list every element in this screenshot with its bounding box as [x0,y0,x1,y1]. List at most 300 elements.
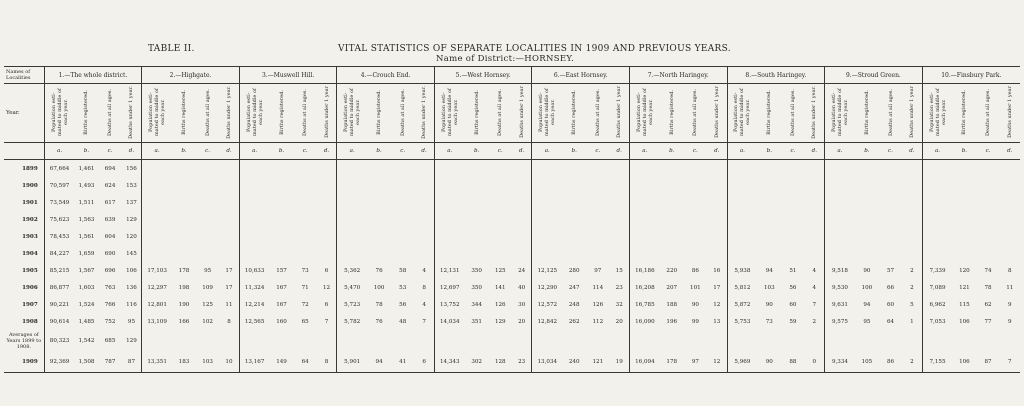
table-cell [239,160,269,178]
year-cell: 1900 [22,182,38,189]
table-cell [337,177,367,194]
column-letter: a. [142,143,172,160]
table-cell: 5,782 [337,313,367,330]
table-cell: 73,549 [44,194,74,211]
table-cell: 88 [781,352,804,373]
table-cell: 48 [399,318,407,325]
column-letter: d. [707,143,727,160]
table-cell [269,211,293,228]
table-cell [512,330,532,352]
table-cell [757,194,781,211]
table-cell: 13,109 [142,313,172,330]
table-cell [1000,245,1020,262]
table-cell: 1,524 [78,301,95,308]
column-letter: d. [609,143,629,160]
column-header [976,84,999,143]
table-cell: 90,221 [44,296,74,313]
table-cell: 20 [518,318,526,325]
table-cell: 129 [494,318,506,325]
district-header: 3.—Muswell Hill. [239,67,337,84]
column-letter: d. [902,143,922,160]
table-cell: 101 [690,284,701,291]
column-header-label: Deaths at all ages. [204,88,211,136]
table-cell [922,160,952,178]
column-letter: d. [122,143,142,160]
table-cell: 51 [789,267,797,274]
table-cell [952,177,976,194]
table-cell [414,177,434,194]
column-header-label: Births registered. [278,89,285,135]
table-cell [727,194,757,211]
table-cell [855,245,879,262]
table-cell [219,330,239,352]
table-cell [804,211,824,228]
column-letter: a. [239,143,269,160]
table-cell [952,194,976,211]
table-cell: 12,214 [239,296,269,313]
table-cell: 17 [225,267,233,274]
table-cell: 14,343 [434,352,464,373]
column-header-label: Deaths under 1 year [713,86,720,138]
table-cell: 763 [104,284,116,291]
table-cell: 90 [863,267,871,274]
table-cell: 78,453 [44,228,74,245]
table-cell [414,245,434,262]
table-cell [825,228,855,245]
column-header [757,84,781,143]
table-cell: 8 [422,284,426,291]
table-cell: 12,842 [532,313,562,330]
table-cell [434,160,464,178]
table-cell: 56 [789,284,797,291]
column-letter: b. [562,143,586,160]
table-cell [727,177,757,194]
column-header-label: Deaths under 1 year [616,86,623,138]
table-cell: 198 [178,284,190,291]
column-letter: a. [44,143,74,160]
table-cell: 16,090 [630,313,660,330]
column-header [707,84,727,143]
table-cell: 7,339 [922,262,952,279]
column-header-label: Births registered. [571,89,578,135]
table-cell [660,228,684,245]
table-cell: 19 [609,352,629,373]
table-cell [952,211,976,228]
column-letter: a. [922,143,952,160]
district-subtitle: Name of District:—HORNSEY. [436,54,575,64]
table-cell [317,245,337,262]
page-title: VITAL STATISTICS OF SEPARATE LOCALITIES IN 1909 AND PREVIOUS YEARS. [338,44,731,54]
table-cell: 92,369 [44,352,74,373]
table-cell: 350 [471,267,482,274]
table-cell [142,228,172,245]
table-cell: 73 [301,267,309,274]
table-cell: 90 [757,352,781,373]
table-cell: 106 [959,318,970,325]
table-cell: 157 [276,267,287,274]
column-letter: d. [1000,143,1020,160]
table-cell: 13,752 [434,296,464,313]
table-cell [562,194,586,211]
table-cell [337,228,367,245]
table-cell [367,245,391,262]
table-cell: 97 [594,267,602,274]
column-header-label: Births registered. [668,89,675,135]
table-cell [414,160,434,178]
table-cell: 66 [886,284,895,291]
vital-statistics-table [4,66,1020,373]
table-cell: 7,155 [922,352,952,373]
table-cell: 32 [615,301,623,308]
table-cell [879,228,902,245]
table-cell: 125 [202,301,213,308]
table-cell: 696 [104,267,116,274]
table-cell: 167 [276,301,287,308]
table-cell: 1,563 [78,216,95,223]
table-cell: 77 [984,318,992,325]
letter-spacer [4,143,44,160]
column-header-label: Population esti-mated to middle of each year. [245,88,264,136]
names-of-localities-label: Names of Localities [4,67,44,84]
column-header [294,84,317,143]
table-cell: 10,633 [239,262,269,279]
table-cell [317,177,337,194]
table-cell: 78 [984,284,992,291]
table-cell [465,211,489,228]
table-cell: 102 [202,318,213,325]
table-cell: 116 [126,301,137,308]
table-cell: 10 [219,352,239,373]
table-cell [489,245,512,262]
table-cell [825,177,855,194]
table-cell: 105 [855,352,879,373]
table-cell [142,211,172,228]
column-header-label: Deaths at all ages. [789,88,796,136]
table-cell: 8 [227,318,231,325]
table-cell: 12 [322,284,331,291]
table-cell: 76 [375,267,383,274]
table-cell: 1,561 [78,233,95,240]
table-cell [976,330,999,352]
table-cell [781,228,804,245]
table-cell [434,228,464,245]
table-cell [922,228,952,245]
table-cell [757,330,781,352]
table-cell: 13,167 [239,352,269,373]
table-cell: 156 [126,165,137,172]
table-cell [532,160,562,178]
table-cell [1000,330,1020,352]
table-cell [219,177,239,194]
table-cell: 4 [422,301,426,308]
table-cell: 344 [471,301,482,308]
table-cell: 53 [399,284,407,291]
table-cell [172,245,196,262]
table-cell [489,177,512,194]
district-header: 5.—West Hornsey. [434,67,532,84]
table-cell: 114 [592,284,604,291]
table-cell: 121 [959,284,970,291]
table-cell: 16 [713,267,721,274]
table-cell: 20 [615,318,623,325]
table-cell [465,228,489,245]
table-cell: 120 [126,233,137,240]
column-header-label: Births registered. [961,89,968,135]
table-cell: 9,575 [825,313,855,330]
table-cell [609,177,629,194]
table-cell [489,194,512,211]
column-letter: d. [414,143,434,160]
table-cell: 153 [126,182,137,189]
district-header: 7.—North Haringey. [630,67,728,84]
column-letter: c. [196,143,219,160]
year-cell: 1902 [22,216,38,223]
table-cell [804,245,824,262]
table-cell [239,177,269,194]
table-cell [532,330,562,352]
year-cell: 1909 [4,352,44,373]
table-cell [757,245,781,262]
year-cell: 1899 [22,165,38,172]
table-cell: 16,785 [630,296,660,313]
table-cell: 126 [592,301,604,308]
table-cell [781,211,804,228]
table-cell: 350 [471,284,482,291]
table-cell [660,160,684,178]
table-cell: 41 [391,352,414,373]
table-cell: 5,812 [727,279,757,296]
table-cell [825,194,855,211]
table-cell: 17,103 [142,262,172,279]
table-cell: 90 [765,301,773,308]
table-cell [465,160,489,178]
column-header [142,84,172,143]
table-cell [781,160,804,178]
table-cell [391,245,414,262]
table-cell: 99 [691,318,699,325]
table-cell [976,177,999,194]
table-cell: 685 [104,338,116,344]
table-cell [512,228,532,245]
table-cell [952,330,976,352]
table-cell: 74 [984,267,992,274]
table-cell [609,194,629,211]
table-cell [630,177,660,194]
table-cell: 9,530 [825,279,855,296]
column-header-label: Deaths under 1 year. [225,85,232,139]
table-cell: 280 [568,267,580,274]
table-cell [804,330,824,352]
column-header-label: Births registered. [181,89,187,135]
table-cell [660,330,684,352]
column-header [825,84,855,143]
table-cell [142,330,172,352]
column-header [122,84,142,143]
column-header-label: Population esti-mated to middle of each year. [538,88,557,136]
table-cell [337,245,367,262]
table-cell [172,228,196,245]
column-header [465,84,489,143]
table-cell [434,330,464,352]
table-cell: 23 [615,284,623,291]
table-cell: 7,053 [922,313,952,330]
district-header: 4.—Crouch End. [337,67,435,84]
table-cell [781,245,804,262]
table-cell: 16,186 [630,262,660,279]
table-cell: 302 [465,352,489,373]
table-cell [391,177,414,194]
table-cell [337,194,367,211]
table-cell: 94 [863,301,871,308]
table-cell [367,330,391,352]
table-cell: 4 [812,267,817,274]
table-cell: 64 [294,352,317,373]
table-cell: 12 [707,352,727,373]
table-cell [707,194,727,211]
column-header [512,84,532,143]
column-letter: c. [99,143,122,160]
column-header-label: Deaths at all ages. [887,88,894,136]
table-cell: 80,323 [44,330,74,352]
column-header-label: Population esti-mated to middle of each year. [148,88,167,136]
table-cell: 23 [512,352,532,373]
table-cell [414,330,434,352]
table-cell [512,211,532,228]
table-cell [317,194,337,211]
table-cell: 12,801 [142,296,172,313]
column-header-label: Births registered. [766,89,773,135]
column-header [489,84,512,143]
table-cell [727,160,757,178]
table-cell [269,330,293,352]
table-cell [562,245,586,262]
table-cell: 62 [984,301,992,308]
table-cell [586,177,609,194]
column-letter: d. [317,143,337,160]
table-cell: 5 [910,301,914,308]
table-cell [727,211,757,228]
column-letter: b. [465,143,489,160]
table-cell [196,228,219,245]
table-cell: 86 [691,267,699,274]
column-letter: a. [532,143,562,160]
table-cell [630,228,660,245]
column-letter: d. [804,143,824,160]
table-cell: 1,542 [78,338,95,344]
table-cell [586,211,609,228]
table-cell [317,211,337,228]
column-header [609,84,629,143]
table-cell [902,177,922,194]
table-cell [294,160,317,178]
table-cell [781,177,804,194]
column-header [269,84,293,143]
table-cell [727,245,757,262]
column-letter: a. [337,143,367,160]
table-cell [337,211,367,228]
table-cell: 160 [276,318,287,325]
table-cell [489,211,512,228]
column-header-label: Deaths under 1 year [908,86,915,138]
table-cell [562,160,586,178]
column-letter: c. [294,143,317,160]
table-cell: 100 [373,284,385,291]
table-cell [804,194,824,211]
table-cell [609,228,629,245]
table-cell: 84,227 [44,245,74,262]
table-cell [804,228,824,245]
table-cell: 1,508 [74,352,98,373]
table-cell [630,330,660,352]
column-letter: c. [684,143,707,160]
table-cell [879,330,902,352]
table-cell [879,177,902,194]
table-cell [1000,211,1020,228]
table-cell [219,228,239,245]
table-cell [219,211,239,228]
table-cell: 137 [126,199,137,206]
table-cell [1000,194,1020,211]
table-cell [391,211,414,228]
table-cell: 188 [666,301,678,308]
table-cell [757,211,781,228]
column-header [855,84,879,143]
table-cell [465,245,489,262]
table-cell: 40 [518,284,526,291]
year-cell: 1905 [22,267,38,274]
table-cell: 7 [324,318,329,325]
table-cell: 12,290 [532,279,562,296]
table-cell [414,228,434,245]
table-cell: 262 [568,318,580,325]
table-cell [684,160,707,178]
table-cell: 5,753 [727,313,757,330]
column-letter: c. [489,143,512,160]
table-cell: 14,034 [434,313,464,330]
table-cell: 11 [225,301,233,308]
table-cell [630,245,660,262]
column-letter: c. [879,143,902,160]
table-cell [586,330,609,352]
table-cell [562,330,586,352]
table-cell: 639 [104,216,116,223]
table-cell [707,177,727,194]
table-cell [239,330,269,352]
table-cell [196,330,219,352]
table-cell [142,194,172,211]
column-letter: b. [172,143,196,160]
table-cell [609,211,629,228]
table-cell: 106 [952,352,976,373]
table-cell: 149 [269,352,293,373]
year-cell: 1907 [22,301,38,308]
table-cell: 624 [104,182,116,189]
table-cell: 220 [666,267,678,274]
table-cell [727,330,757,352]
averages-label: Averages of Years 1899 to 1908. [6,332,42,350]
table-cell [684,330,707,352]
column-header-label: Population esti-mated to middle of each year. [343,88,362,136]
table-cell: 787 [99,352,122,373]
column-header-label: Births registered. [863,89,870,135]
table-cell: 100 [861,284,873,291]
table-cell [976,245,999,262]
year-cell: 1903 [22,233,38,240]
table-cell: 141 [494,284,506,291]
column-header [367,84,391,143]
table-cell: 617 [104,199,116,206]
table-cell: 1,485 [78,318,95,325]
